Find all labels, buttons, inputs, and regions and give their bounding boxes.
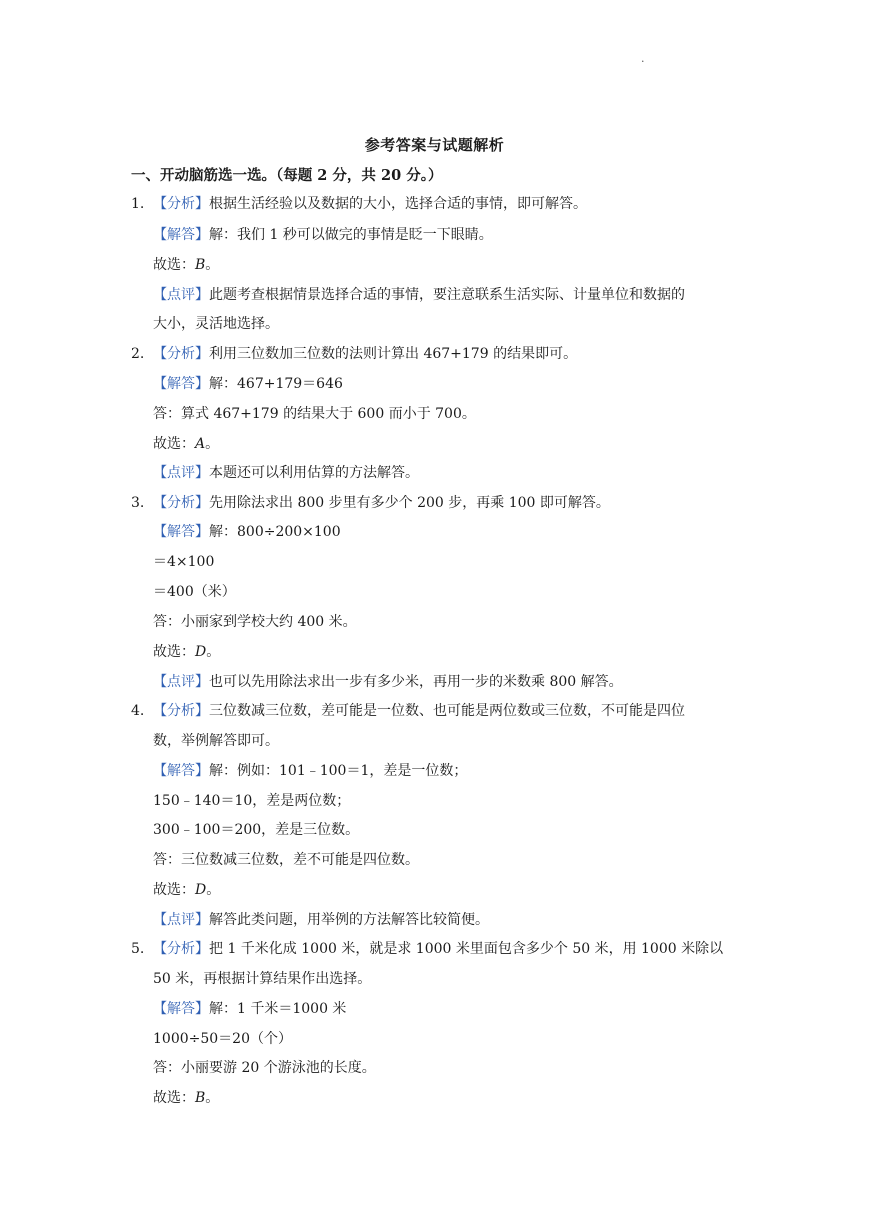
analysis-tag: 【分析】 <box>153 346 209 362</box>
q5-analysis-text-1: 把 1 千米化成 1000 米，就是求 1000 米里面包含多少个 50 米，用 1000 米除以 <box>209 941 724 957</box>
header-dot: . <box>641 52 645 65</box>
q5-choice-line <box>153 1088 219 1108</box>
q5-choice-letter: B <box>195 1090 206 1106</box>
comment-tag: 【点评】 <box>153 674 209 690</box>
analysis-tag: 【分析】 <box>153 196 209 212</box>
answer-tag: 【解答】 <box>153 1001 209 1017</box>
q4-choice-line <box>153 880 220 900</box>
q5-choice-end: 。 <box>205 1090 220 1106</box>
q3-comment-line <box>153 672 623 692</box>
q1-comment-text-1: 此题考查根据情景选择合适的事情，要注意联系生活实际、计量单位和数据的 <box>209 287 685 303</box>
q4-example-3: 300﹣100＝200，差是三位数。 <box>153 822 360 838</box>
q3-choice-line <box>153 642 220 662</box>
q3-reply-line: 答：小丽家到学校大约 400 米。 <box>153 614 357 630</box>
q4-analysis-line-2: 数，举例解答即可。 <box>153 733 279 749</box>
q3-number: 3. <box>131 495 145 511</box>
answer-tag: 【解答】 <box>153 524 209 540</box>
analysis-tag: 【分析】 <box>153 941 209 957</box>
q2-answer-text: 解：467+179＝646 <box>209 376 343 392</box>
q1-comment-line <box>153 285 685 305</box>
q2-analysis-line <box>131 344 577 364</box>
comment-tag: 【点评】 <box>153 465 209 481</box>
q4-reply-line: 答：三位数减三位数，差不可能是四位数。 <box>153 852 419 868</box>
q3-step-1: ＝4×100 <box>153 554 215 570</box>
q1-choice-end: 。 <box>205 257 220 273</box>
q4-choice-end: 。 <box>206 882 221 898</box>
q2-reply-line: 答：算式 467+179 的结果大于 600 而小于 700。 <box>153 406 476 422</box>
q3-choice-letter: D <box>195 644 207 660</box>
q1-answer-line <box>153 225 493 245</box>
q3-answer-text: 解：800÷200×100 <box>209 524 341 540</box>
q2-number: 2. <box>131 346 145 362</box>
q5-step-1: 1000÷50＝20（个） <box>153 1031 292 1047</box>
q4-analysis-text-1: 三位数减三位数，差可能是一位数、也可能是两位数或三位数，不可能是四位 <box>209 703 685 719</box>
analysis-tag: 【分析】 <box>153 703 209 719</box>
q1-comment-line-2: 大小，灵活地选择。 <box>153 316 279 332</box>
page-title: 参考答案与试题解析 <box>364 136 505 154</box>
q2-choice-prefix: 故选： <box>153 436 195 452</box>
q1-number: 1. <box>131 196 145 212</box>
q4-comment-line <box>153 910 489 930</box>
q5-number: 5. <box>131 941 145 957</box>
q2-choice-letter: A <box>195 436 206 452</box>
comment-tag: 【点评】 <box>153 287 209 303</box>
answer-tag: 【解答】 <box>153 763 209 779</box>
q1-analysis-text: 根据生活经验以及数据的大小，选择合适的事情，即可解答。 <box>209 196 587 212</box>
q3-analysis-text: 先用除法求出 800 步里有多少个 200 步，再乘 100 即可解答。 <box>209 495 610 511</box>
q4-comment-text: 解答此类问题，用举例的方法解答比较简便。 <box>209 912 489 928</box>
q5-choice-prefix: 故选： <box>153 1090 195 1106</box>
q3-choice-prefix: 故选： <box>153 644 195 660</box>
q1-choice-letter: B <box>195 257 206 273</box>
q5-answer-text: 解：1 千米＝1000 米 <box>209 1001 347 1017</box>
q5-reply-line: 答：小丽要游 20 个游泳池的长度。 <box>153 1060 376 1076</box>
q5-answer-line <box>153 999 346 1019</box>
answer-tag: 【解答】 <box>153 376 209 392</box>
answer-tag: 【解答】 <box>153 227 209 243</box>
q2-answer-line <box>153 374 343 394</box>
q1-choice-prefix: 故选： <box>153 257 195 273</box>
q2-comment-line <box>153 463 419 483</box>
q4-answer-text: 解：例如：101﹣100＝1，差是一位数； <box>209 763 468 779</box>
q2-choice-line <box>153 434 219 454</box>
q2-comment-text: 本题还可以利用估算的方法解答。 <box>209 465 419 481</box>
q4-answer-line <box>153 761 467 781</box>
q5-analysis-line <box>131 939 723 959</box>
q1-choice-line <box>153 255 219 275</box>
q4-choice-prefix: 故选： <box>153 882 195 898</box>
q1-answer-text: 解：我们 1 秒可以做完的事情是眨一下眼睛。 <box>209 227 493 243</box>
q2-choice-end: 。 <box>205 436 220 452</box>
q4-analysis-line <box>131 701 685 721</box>
comment-tag: 【点评】 <box>153 912 209 928</box>
section-title: 一、开动脑筋选一选。（每题 2 分，共 20 分。） <box>131 167 443 184</box>
q3-analysis-line <box>131 493 610 513</box>
q3-answer-line <box>153 522 341 542</box>
q5-analysis-line-2: 50 米，再根据计算结果作出选择。 <box>153 971 372 987</box>
q3-comment-text: 也可以先用除法求出一步有多少米，再用一步的米数乘 800 解答。 <box>209 674 623 690</box>
q1-analysis-line <box>131 194 587 214</box>
analysis-tag: 【分析】 <box>153 495 209 511</box>
q4-example-2: 150﹣140＝10，差是两位数； <box>153 793 351 809</box>
q4-choice-letter: D <box>195 882 207 898</box>
q2-analysis-text: 利用三位数加三位数的法则计算出 467+179 的结果即可。 <box>209 346 578 362</box>
q3-step-2: ＝400（米） <box>153 584 236 600</box>
q4-number: 4. <box>131 703 145 719</box>
q3-choice-end: 。 <box>206 644 221 660</box>
